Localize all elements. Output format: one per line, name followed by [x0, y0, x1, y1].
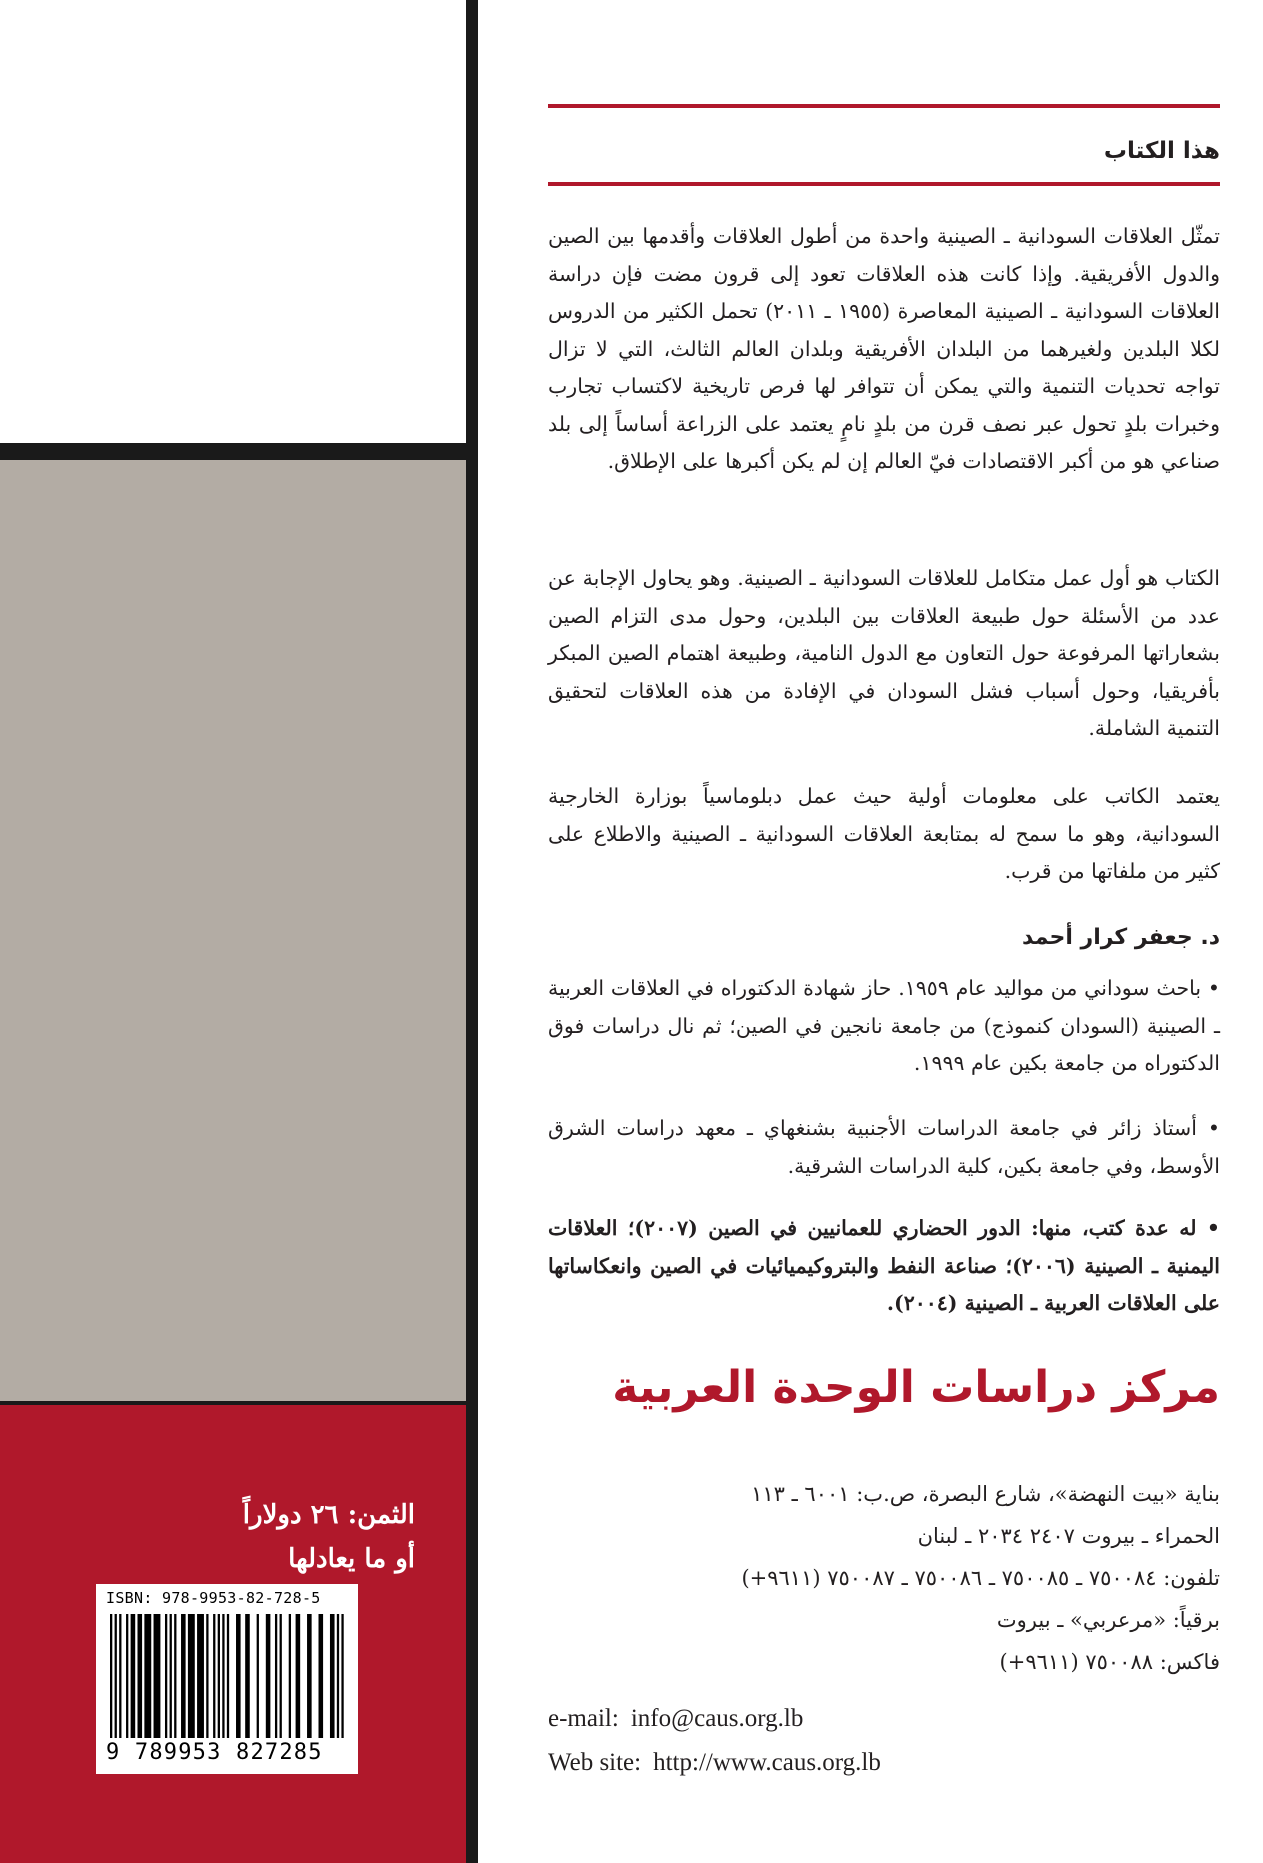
barcode-bar — [245, 1614, 250, 1738]
barcode-bar — [319, 1614, 324, 1738]
author-bio-item-2: • أستاذ زائر في جامعة الدراسات الأجنبية بشنغهاي ـ معهد دراسات الشرق الأوسط، وفي جامعة بكين، كلية الدراسات الشرقية. — [548, 1116, 1220, 1178]
publisher-address — [548, 1473, 1220, 1683]
author-name: د. جعفر كرار أحمد — [1022, 925, 1220, 950]
red-rule-top — [548, 104, 1220, 108]
barcode-bar — [307, 1614, 312, 1738]
barcode-digits: 9 789953 827285 — [106, 1740, 323, 1765]
barcode-bar — [154, 1614, 161, 1738]
email-link[interactable]: info@caus.org.lb — [630, 1705, 804, 1732]
barcode-bar — [137, 1614, 142, 1738]
barcode-bar — [197, 1614, 204, 1738]
address-line: الحمراء ـ بيروت ٢٤٠٧ ٢٠٣٤ ـ لبنان — [917, 1524, 1220, 1548]
barcode-bar — [337, 1614, 339, 1738]
barcode-bar — [131, 1614, 136, 1738]
barcode-bar — [218, 1614, 220, 1738]
barcode-bar — [165, 1614, 167, 1738]
phone-line: تلفون: ٧٥٠٠٨٤ ـ ٧٥٠٠٨٥ ـ ٧٥٠٠٨٦ ـ ٧٥٠٠٨٧ (٩٦١١+) — [741, 1566, 1220, 1590]
barcode-bar — [170, 1614, 172, 1738]
price-line: الثمن: ٢٦ دولاراً — [242, 1500, 415, 1530]
cover-panel-white — [0, 0, 466, 443]
barcode-bar — [257, 1614, 259, 1738]
price-block — [95, 1500, 415, 1588]
barcode-bar — [266, 1614, 271, 1738]
barcode-bar — [280, 1614, 282, 1738]
email-label: e-mail: — [548, 1705, 619, 1732]
red-rule-under-title — [548, 182, 1220, 186]
barcode-bar — [188, 1614, 195, 1738]
barcode-bar — [119, 1614, 121, 1738]
barcode-bar — [174, 1614, 176, 1738]
barcode-bar — [181, 1614, 186, 1738]
cover-panel-gray — [0, 460, 466, 1401]
telegram-line: برقياً: «مرعربي» ـ بيروت — [996, 1608, 1220, 1632]
website-row — [548, 1741, 1220, 1785]
description-paragraph-3: يعتمد الكاتب على معلومات أولية حيث عمل دبلوماسياً بوزارة الخارجية السودانية، وهو ما سمح له بمتابعة العلاقات السودانية ـ الصينية والاطلاع على كثير من ملفاتها من قرب. — [548, 784, 1220, 883]
barcode-bar — [227, 1614, 229, 1738]
description-paragraph-1: تمثّل العلاقات السودانية ـ الصينية واحدة من أطول العلاقات وأقدمها بين الصين والدول الأفريقية. وإذا كانت هذه العلاقات تعود إلى قرون مضت فإن دراسة العلاقات السودانية ـ الصينية المعاصرة (١٩٥٥ ـ ٢٠١١) تحمل الكثير من الدروس لكلا البلدين ولغيرهما من البلدان الأفريقية وبلدان العالم الثالث، التي لا تزال تواجه تحديات التنمية والتي يمكن أن تتوافر لها فرص تاريخية لاكتساب تجارب وخبرات بلدٍ تحول عبر نصف قرن من بلدٍ نامٍ يعتمد على الزراعة أساساً إلى بلد صناعي هو من أكبر الاقتصادات فيّ العالم إن لم يكن أكبرها على الإطلاق. — [548, 224, 1220, 473]
fax-line: فاكس: ٧٥٠٠٨٨ (٩٦١١+) — [999, 1650, 1220, 1674]
barcode-bar — [330, 1614, 335, 1738]
barcode-bar — [275, 1614, 277, 1738]
barcode-graphic — [110, 1614, 346, 1738]
barcode-bar — [222, 1614, 224, 1738]
barcode-bar — [236, 1614, 241, 1738]
section-title: هذا الكتاب — [1103, 138, 1220, 164]
barcode-bar — [289, 1614, 291, 1738]
publisher-name: مركز دراسات الوحدة العربية — [612, 1362, 1220, 1413]
barcode-bar — [115, 1614, 117, 1738]
barcode-bar — [213, 1614, 215, 1738]
description-paragraph-2: الكتاب هو أول عمل متكامل للعلاقات السودانية ـ الصينية. وهو يحاول الإجابة عن عدد من الأسئلة حول طبيعة العلاقات بين البلدين، وحول مدى التزام الصين بشعاراتها المرفوعة حول التعاون مع الدول النامية، وطبيعة اهتمام الصين المبكر بأفريقيا، وحول أسباب فشل السودان في الإفادة من هذه العلاقات لتحقيق التنمية الشاملة. — [548, 566, 1220, 740]
barcode-box — [96, 1584, 358, 1774]
barcode-bar — [144, 1614, 151, 1738]
website-link[interactable]: http://www.caus.org.lb — [653, 1749, 881, 1776]
address-line: بناية «بيت النهضة»، شارع البصرة، ص.ب: ٦٠٠١ ـ ١١٣ — [751, 1482, 1220, 1506]
barcode-bar — [126, 1614, 128, 1738]
barcode-bar — [296, 1614, 301, 1738]
email-row — [548, 1697, 1220, 1741]
author-bio-item-1: • باحث سوداني من مواليد عام ١٩٥٩. حاز شهادة الدكتوراه في العلاقات العربية ـ الصينية (السودان كنموذج) من جامعة نانجين في الصين؛ ثم نال دراسات فوق الدكتوراه من جامعة بكين عام ١٩٩٩. — [548, 976, 1220, 1075]
price-alternative: أو ما يعادلها — [288, 1544, 415, 1574]
website-label: Web site: — [548, 1749, 642, 1776]
contact-english — [548, 1697, 1220, 1785]
barcode-bar — [110, 1614, 112, 1738]
barcode-bar — [206, 1614, 208, 1738]
isbn-label: ISBN: 978-9953-82-728-5 — [106, 1589, 321, 1607]
author-bio-item-3: • له عدة كتب، منها: الدور الحضاري للعمانيين في الصين (٢٠٠٧)؛ العلاقات اليمنية ـ الصينية (٢٠٠٦)؛ صناعة النفط والبتروكيميائيات في الصين وانعكاساتها على العلاقات العربية ـ الصينية (٢٠٠٤). — [548, 1216, 1220, 1315]
barcode-bar — [341, 1614, 343, 1738]
